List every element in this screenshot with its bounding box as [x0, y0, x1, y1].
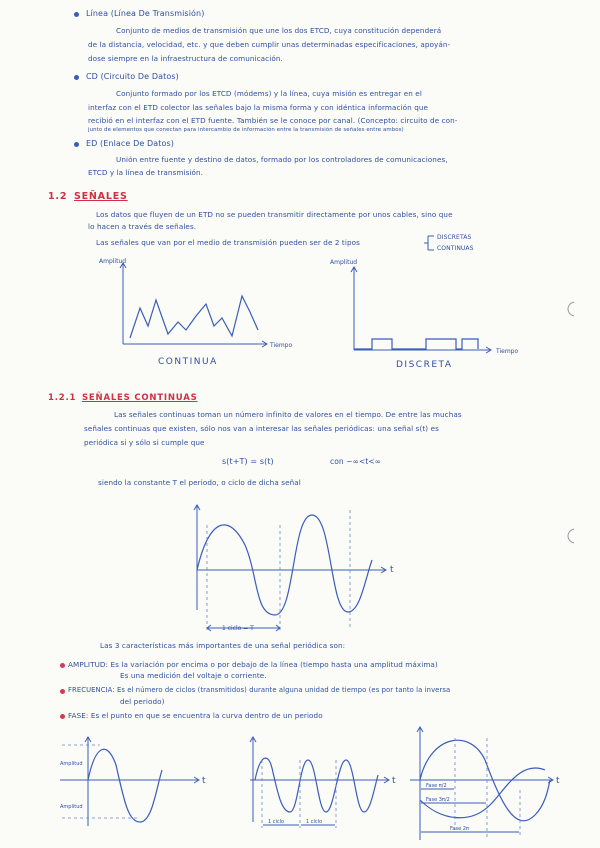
cd-line-2: interfaz con el ETD colector las señales bajo la misma forma y con idéntica información que — [88, 103, 429, 112]
char-text: Es el número de ciclos (transmitidos) durante alguna unidad de tiempo (es por tanto la inversa — [116, 686, 451, 694]
linea-title: Línea (Línea De Transmisión) — [86, 9, 205, 18]
type-discretas: DISCRETAS — [437, 234, 472, 241]
phase-label: Fase 2π — [450, 826, 469, 832]
graph-caption: DISCRETA — [396, 360, 453, 370]
cd-line-3: recibió en el interfaz con el ETD fuente. También se le conoce por canal. (Concepto: circuito de con- — [88, 116, 458, 125]
amplitude-label: Amplitud — [60, 804, 83, 810]
char-text: Es la variación por encima o por debajo de la línea (tiempo hasta una amplitud máxima) — [110, 660, 438, 669]
graph-ylabel: Amplitud — [330, 259, 358, 266]
graph-caption: CONTINUA — [158, 357, 218, 367]
phase-arrow-icon — [421, 789, 519, 832]
char-text: Es el punto en que se encuentra la curva dentro de un periodo — [90, 711, 323, 720]
axis-label-t: t — [202, 776, 206, 786]
formula-note: siendo la constante T el periodo, o ciclo de dicha señal — [98, 478, 301, 487]
char-name: AMPLITUD: — [68, 660, 109, 669]
cycle-label: 1 ciclo — [306, 819, 323, 825]
graph-ylabel: Amplitud — [99, 258, 127, 265]
axis-label-t: t — [556, 776, 560, 786]
formula-range: con −∞<t<∞ — [330, 457, 382, 466]
periodic-signal — [197, 515, 372, 615]
section-title: SEÑALES — [74, 191, 128, 202]
binder-hole-icon — [568, 302, 574, 316]
phase-label: Fase 3π/2 — [426, 797, 450, 803]
linea-line-1: Conjunto de medios de transmisión que une los dos ETCD, cuya constitución dependerá — [116, 26, 442, 35]
char-frecuencia-cont: del periodo) — [120, 697, 165, 706]
axis-label-t: t — [392, 776, 396, 786]
graph-xlabel: Tiempo — [270, 342, 293, 349]
brace-icon — [424, 236, 434, 250]
binder-hole-icon — [568, 529, 574, 543]
senales-line-1: Los datos que fluyen de un ETD no se pueden transmitir directamente por unos cables, sino que — [96, 210, 453, 219]
formula: s(t+T) = s(t) — [222, 457, 274, 466]
char-name: FRECUENCIA: — [68, 686, 115, 694]
linea-line-2: de la distancia, velocidad, etc. y que deben cumplir unas determinadas especificaciones, apoyán- — [88, 40, 451, 49]
ed-line-2: ETCD y la línea de transmisión. — [88, 168, 204, 177]
continua-signal — [130, 296, 258, 338]
cd-title: CD (Circuito De Datos) — [86, 72, 179, 81]
fase-signal-shifted — [420, 768, 545, 818]
characteristics-intro: Las 3 características más importantes de una señal periódica son: — [100, 641, 346, 650]
senales-line-2: lo hacen a través de señales. — [88, 222, 197, 231]
ed-title: ED (Enlace De Datos) — [86, 139, 174, 148]
graph-periodic — [194, 505, 394, 632]
subsection-title: SEÑALES CONTINUAS — [82, 393, 198, 403]
type-continuas: CONTINUAS — [437, 245, 474, 252]
char-amplitud-cont: Es una medición del voltaje o corriente. — [120, 671, 267, 680]
period-label: 1 ciclo = T — [222, 625, 254, 632]
axis-label-t: t — [390, 565, 394, 575]
linea-line-3: dose siempre en la infraestructura de comunicación. — [88, 54, 283, 63]
cycle-label: 1 ciclo — [268, 819, 285, 825]
discreta-signal — [354, 339, 478, 349]
amplitud-signal — [88, 749, 162, 822]
cd-line-1: Conjunto formado por los ETCD (módems) y la línea, cuya misión es entregar en el — [116, 89, 422, 98]
continuas-line-1: Las señales continuas toman un número infinito de valores en el tiempo. De entre las muchas — [114, 410, 462, 419]
char-name: FASE: — [68, 711, 89, 720]
frecuencia-signal — [255, 758, 378, 812]
amplitude-label: Amplitud — [60, 761, 83, 767]
continuas-line-3: periódica si y sólo si cumple que — [84, 438, 205, 447]
continuas-line-2: señales continuas que existen, sólo nos van a interesar las señales periódicas: una señal s(t) es — [84, 424, 439, 433]
graph-fase — [410, 727, 560, 840]
graph-continua — [99, 258, 292, 367]
graph-xlabel: Tiempo — [496, 348, 519, 355]
senales-types-intro: Las señales que van por el medio de transmisión pueden ser de 2 tipos — [96, 238, 360, 247]
graph-frecuencia — [250, 737, 396, 828]
section-number: 1.2 — [48, 191, 68, 202]
graph-discreta — [330, 259, 518, 370]
phase-label: Fase π/2 — [426, 783, 447, 789]
ed-line-1: Unión entre fuente y destino de datos, formado por los controladores de comunicaciones, — [116, 155, 448, 164]
graph-amplitud — [60, 737, 206, 826]
subsection-number: 1.2.1 — [48, 393, 77, 403]
cd-line-4: junto de elementos que conectan para intercambio de información entre la transmisión de señales entre ambos) — [88, 127, 404, 133]
